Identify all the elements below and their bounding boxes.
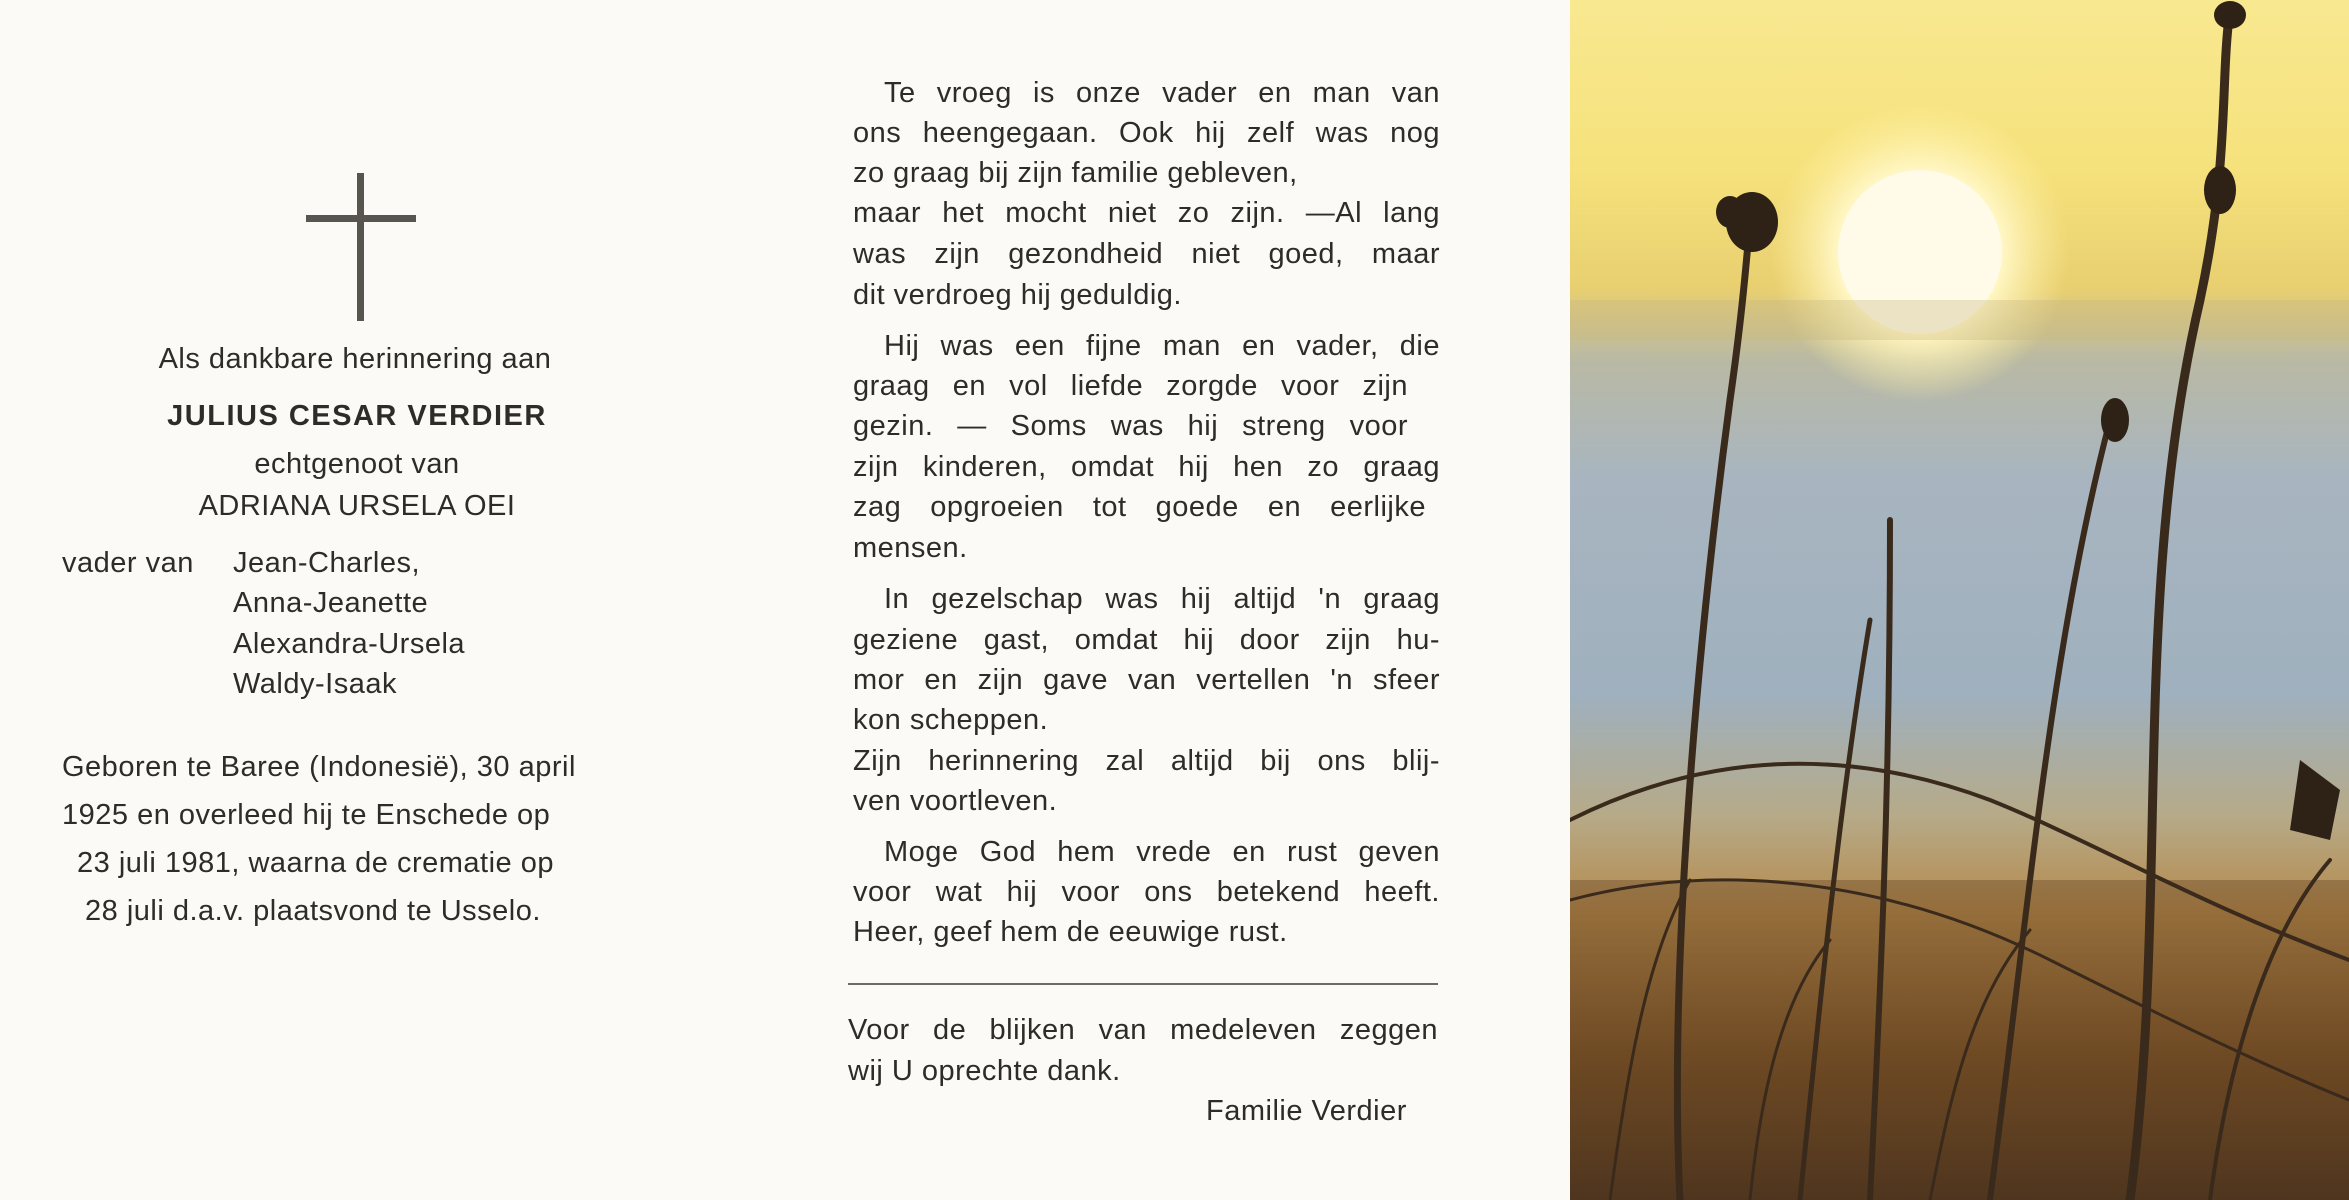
cross-icon [306,173,416,321]
children-label: vader van [62,547,194,579]
text-line: Moge God hem vrede en rust geven [884,836,1440,868]
text-line: In gezelschap was hij altijd 'n graag [884,583,1440,615]
child-name: Alexandra-Ursela [233,628,466,660]
left-panel [0,0,770,1200]
text-line: geziene gast, omdat hij door zijn hu- [853,624,1440,656]
text-line: graag en vol liefde zorgde voor zijn [853,370,1408,402]
spouse-label: echtgenoot van [254,448,460,480]
text-line: mensen. [853,532,968,564]
birth-line: 28 juli d.a.v. plaatsvond te Usselo. [85,895,541,927]
text-line: zo graag bij zijn familie gebleven, [853,157,1298,189]
deceased-name: JULIUS CESAR VERDIER [167,400,547,432]
text-line: zijn kinderen, omdat hij hen zo graag [853,451,1440,483]
birth-line: 23 juli 1981, waarna de crematie op [77,847,554,879]
text-line: ons heengegaan. Ook hij zelf was nog [853,117,1440,149]
text-line: ven voortleven. [853,785,1058,817]
text-line: maar het mocht niet zo zijn. —Al lang [853,197,1440,229]
thanks-line: wij U oprechte dank. [848,1055,1121,1087]
text-line: Hij was een fijne man en vader, die [884,330,1440,362]
thanks-line: Voor de blijken van medeleven zeggen [848,1014,1438,1046]
spouse-name: ADRIANA URSELA OEI [198,490,516,522]
signature: Familie Verdier [1206,1095,1407,1127]
text-line: kon scheppen. [853,704,1049,736]
birth-line: 1925 en overleed hij te Enschede op [62,799,551,831]
child-name: Jean-Charles, [233,547,421,579]
text-line: Heer, geef hem de eeuwige rust. [853,916,1288,948]
text-line: dit verdroeg hij geduldig. [853,279,1182,311]
text-line: was zijn gezondheid niet goed, maar [853,238,1440,270]
divider [848,983,1438,985]
text-line: gezin. — Soms was hij streng voor [853,410,1408,442]
text-line: zag opgroeien tot goede en eerlijke [853,491,1426,523]
child-name: Anna-Jeanette [233,587,429,619]
child-name: Waldy-Isaak [233,668,397,700]
intro-text: Als dankbare herinnering aan [158,343,552,375]
birth-line: Geboren te Baree (Indonesië), 30 april [62,751,576,783]
text-line: Te vroeg is onze vader en man van [884,77,1440,109]
sunset-grass-image [1570,0,2349,1200]
sunset-photo [1570,0,2349,1200]
text-line: mor en zijn gave van vertellen 'n sfeer [853,664,1440,696]
text-line: voor wat hij voor ons betekend heeft. [853,876,1440,908]
text-line: Zijn herinnering zal altijd bij ons blij- [853,745,1440,777]
